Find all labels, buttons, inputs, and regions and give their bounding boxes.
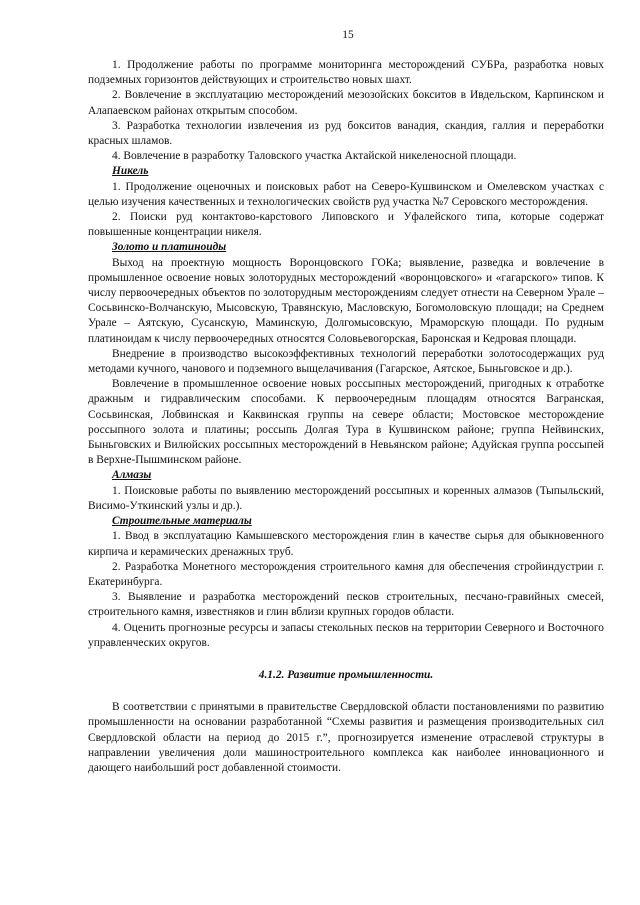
paragraph-text: 1. Поисковые работы по выявлению месторождений россыпных и коренных алмазов (Тыпыльский, Висимо-Уткинский узлы и др.). (88, 484, 604, 512)
paragraph-text: 4. Вовлечение в разработку Таловского участка Актайской никеленосной площади. (112, 150, 517, 163)
page-number: 15 (342, 29, 354, 41)
paragraph-text: 2. Поиски руд контактово-карстового Липовского и Уфалейского типа, которые содержат повышенные концентрации никеля. (88, 211, 604, 239)
paragraph-text: Вовлечение в промышленное освоение новых россыпных месторождений, пригодных к отработке дражным и гидравлическим способами. К первоочередным площадям относятся Вагранская, Сосьвинская, Лобвинская и Каквинская группы на севере области; Мостовское месторождение россыпного золота и платины; россыпь Долгая Тура в Кушвинском районе; группа Нейвинских, Быньговских и Вилюйских россыпных месторождений в Невьянском районе; Адуйская группа россыпей в Верхне-Пышминском районе. (88, 378, 604, 467)
heading-nickel: Никель (112, 165, 149, 178)
heading-building-materials: Строительные материалы (112, 515, 252, 528)
paragraph-text: 4. Оценить прогнозные ресурсы и запасы стекольных песков на территории Северного и Восточного управленческих округов. (88, 621, 604, 649)
paragraph-text: 3. Разработка технологии извлечения из руд бокситов ванадия, скандия, галлия и переработки красных шламов. (88, 119, 604, 148)
paragraph-text: 2. Вовлечение в эксплуатацию месторождений мезозойских бокситов в Ивдельском, Карпинском и Алапаевском районах открытым способом. (88, 89, 604, 117)
paragraph-text: 1. Продолжение работы по программе мониторинга месторождений СУБРа, разработка новых подземных горизонтов действующих и строительство новых шахт. (88, 59, 604, 87)
paragraph-text: 1. Ввод в эксплуатацию Камышевского месторождения глин в качестве сырья для обыкновенного кирпича и керамических дренажных труб. (88, 530, 604, 558)
paragraph-text: Внедрение в производство высокоэффективных технологий переработки золотосодержащих руд методами кучного, чанового и подземного выщелачивания (Гагарское, Аятское, Быньговское и др.). (88, 347, 604, 376)
heading-gold: Золото и платиноиды (112, 241, 227, 254)
paragraph-text: 1. Продолжение оценочных и поисковых работ на Северо-Кушвинском и Омелевском участках с целью изучения качественных и технологических свойств руд участка №7 Серовского месторождения. (88, 180, 604, 208)
paragraph-text: В соответствии с принятыми в правительстве Свердловской области постановлениями по развитию промышленности на основании разработанной “Схемы развития и размещения производительных сил Свердловской области на период до 2015 г.”, прогнозируется изменение отраслевой структуры в направлении увеличения доли машиностроительного комплекса как наиболее инновационного и дающего наибольший рост добавленной стоимости. (88, 701, 604, 774)
heading-diamonds: Алмазы (112, 469, 152, 482)
paragraph-text: 2. Разработка Монетного месторождения строительного камня для обеспечения стройиндустрии г. Екатеринбурга. (88, 560, 604, 588)
paragraph-text: Выход на проектную мощность Воронцовского ГОКа; выявление, разведка и вовлечение в промышленное освоение новых золоторудных месторождений «воронцовского» и «гагарского» типов. К числу первоочередных объектов по золоторудным месторождениям следует отнести на Северном Урале – Сосьвинско-Волчанскую, Мысовскую, Травянскую, Масловскую, Богомоловскую площади; на Среднем Урале – Аятскую, Сусанскую, Маминскую, Долгомысовскую, Мраморскую площади. По рудным платиноидам к числу первоочередных относятся Соловьевогорская, Баронская и Кедровая площади. (88, 256, 604, 345)
section-title: 4.1.2. Развитие промышленности. (258, 668, 434, 681)
paragraph-text: 3. Выявление и разработка месторождений песков строительных, песчано-гравийных смесей, строительного камня, известняков и глин вблизи крупных городов области. (88, 591, 604, 619)
